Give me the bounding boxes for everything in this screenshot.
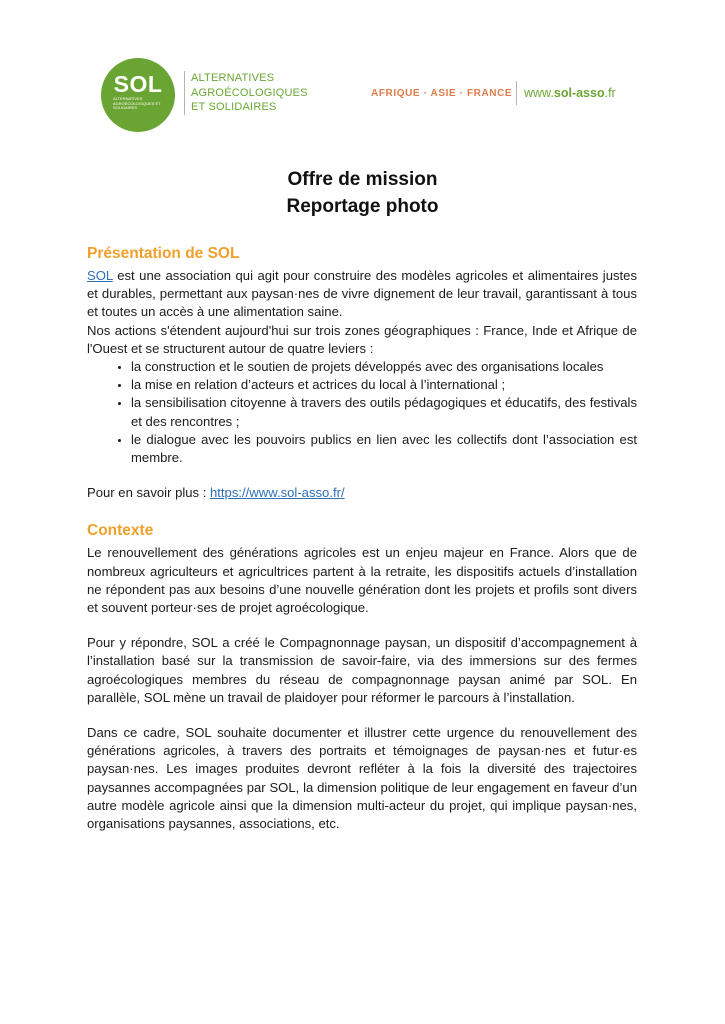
- header-divider: [516, 81, 517, 105]
- tagline-line: ET SOLIDAIRES: [191, 101, 277, 113]
- website-suffix: .fr: [604, 86, 616, 100]
- presentation-actions: Nos actions s'étendent aujourd'hui sur trois zones géographiques : France, Inde et Afrique de l'Ouest et se structurent autour de quatre leviers :: [87, 322, 637, 356]
- tagline-line: AGROÉCOLOGIQUES: [191, 86, 308, 99]
- list-item: • le dialogue avec les pouvoirs publics en lien avec les collectifs dont l’association est membre.: [131, 431, 637, 467]
- levers-list: [87, 358, 637, 467]
- sol-website-link[interactable]: https://www.sol-asso.fr/: [210, 485, 345, 501]
- website-link[interactable]: [524, 86, 616, 100]
- regions-label: AFRIQUE · ASIE · FRANCE: [371, 88, 513, 99]
- title-line-1: Offre de mission: [287, 169, 438, 190]
- website-prefix: www.: [524, 86, 554, 100]
- presentation-section: [87, 244, 637, 502]
- title-line-2: Reportage photo: [286, 196, 439, 217]
- contexte-heading: Contexte: [87, 522, 154, 540]
- spacer: [87, 617, 637, 634]
- tagline-line: ALTERNATIVES: [191, 72, 275, 84]
- contexte-paragraph: Pour y répondre, SOL a créé le Compagnonnage paysan, un dispositif d’accompagnement à l’installation basé sur la transmission de savoir-faire, via des immersions sur des fermes agroécologiques membres du réseau de compagnonnage paysan animé par SOL. En parallèle, SOL mène un travail de plaidoyer pour réformer le parcours à l’installation.: [87, 635, 637, 705]
- contexte-paragraph: Dans ce cadre, SOL souhaite documenter et illustrer cette urgence du renouvellement des générations agricoles, à travers des portraits et témoignages de paysan·nes et futur·es paysan·nes. Les images produites devront refléter à la fois la diversité des trajectoires paysannes accompagnées par SOL, la dimension politique de leur engagement en faveur d’un autre modèle agricole ainsi que la dimension multi-acteur du projet, qui implique paysan·nes, organisations paysannes, associations, etc.: [87, 725, 637, 832]
- spacer: [87, 502, 637, 521]
- page-title: [0, 166, 725, 220]
- logo-wordmark: SOL: [113, 71, 163, 97]
- tagline: [191, 71, 308, 115]
- more-info-label: Pour en savoir plus :: [87, 485, 210, 501]
- sol-link[interactable]: SOL: [87, 268, 113, 283]
- list-item: • la sensibilisation citoyenne à travers des outils pédagogiques et éducatifs, des festivals et des rencontres ;: [131, 394, 637, 430]
- list-item: • la construction et le soutien de projets développés avec des organisations locales: [131, 358, 637, 376]
- logo-divider: [184, 71, 185, 115]
- spacer: [87, 467, 637, 484]
- spacer: [87, 707, 637, 724]
- contexte-section: [87, 521, 637, 833]
- presentation-intro-text: est une association qui agit pour construire des modèles agricoles et alimentaires justes et durables, permettant aux paysan·nes de vivre dignement de leur travail, garantissant à tous et toutes un accès à une alimentation saine.: [87, 268, 637, 320]
- page-header: [0, 0, 725, 140]
- website-domain: sol-asso: [553, 86, 605, 100]
- presentation-heading: Présentation de SOL: [87, 245, 240, 262]
- sol-logo: [101, 58, 175, 132]
- list-item: • la mise en relation d’acteurs et actrices du local à l’international ;: [131, 376, 637, 394]
- document-body: [87, 244, 637, 833]
- presentation-intro: [87, 267, 637, 322]
- more-info: [87, 484, 637, 502]
- logo-subtext: ALTERNATIVES AGROÉCOLOGIQUES ET SOLIDAIRES: [113, 96, 161, 110]
- contexte-paragraph: Le renouvellement des générations agricoles est un enjeu majeur en France. Alors que de nombreux agriculteurs et agricultrices partent à la retraite, les dispositifs actuels d’installation ne répondent pas aux besoins d’une nouvelle génération dont les projets et profils sont divers et souvent porteur·ses de projet agroécologique.: [87, 545, 637, 616]
